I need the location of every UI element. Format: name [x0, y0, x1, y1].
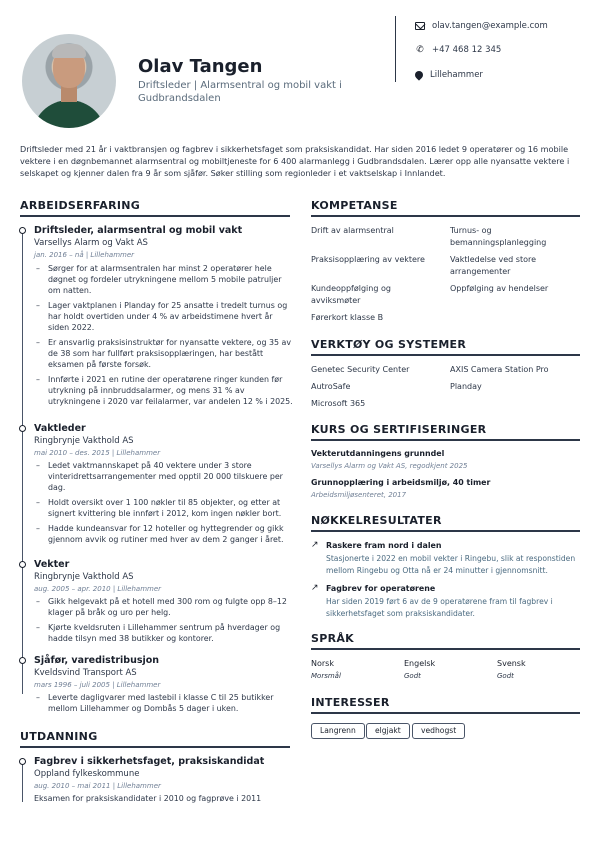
job-bullet: – Holdt oversikt over 1 100 nøkler til 85 objekter, og etter at signert kvittering ble innført i 2012, kom ingen nøkler bort. [34, 497, 296, 519]
job-bullet: – Gikk helgevakt på et hotell med 300 rom og fulgte opp 8–12 klager på bråk og uro per helg. [34, 596, 296, 618]
interest-tag: Langrenn [311, 723, 365, 739]
job-bullets [34, 263, 296, 411]
result-description: Stasjonerte i 2022 en mobil vekter i Ringebu, slik at responstiden mellom Ringebu og Otta nå er 24 minutter i gjennomsnitt. [326, 554, 576, 575]
timeline-dot [19, 425, 26, 432]
education-rule [20, 746, 290, 748]
job-dates-location: aug. 2005 – apr. 2010 | Lillehammer [34, 585, 162, 593]
job-bullet: – Innførte i 2021 en rutine der operatørene ringer kunden før utrykning på innbruddsalarmer, og mens 31 % av utrykningene i 2020 var feilalarmer, var andelen 12 % i 2025. [34, 374, 296, 407]
job-bullets [34, 596, 296, 648]
languages-heading: SPRÅK [311, 632, 354, 645]
contact-phone[interactable] [415, 45, 501, 55]
tools-rule [311, 354, 580, 356]
result-title: Fagbrev for operatørene [326, 584, 436, 593]
language-level: Morsmål [311, 672, 341, 680]
skill-item: Kundeoppfølging og avviksmøter [311, 284, 391, 305]
email-text: olav.tangen@example.com [432, 21, 548, 31]
candidate-role: Driftsleder | Alarmsentral og mobil vakt i Gudbrandsdalen [138, 80, 342, 104]
timeline-dot [19, 561, 26, 568]
email-icon [415, 22, 425, 30]
skill-item: Drift av alarmsentral [311, 226, 394, 235]
interest-tag: elgjakt [366, 723, 410, 739]
experience-timeline [22, 232, 23, 694]
job-title: Sjåfør, varedistribusjon [34, 655, 160, 666]
location-pin-icon [413, 69, 424, 80]
experience-rule [20, 215, 290, 217]
results-rule [311, 530, 580, 532]
language-name: Svensk [497, 659, 526, 668]
tools-heading: VERKTØY OG SYSTEMER [311, 338, 467, 351]
courses-rule [311, 439, 580, 441]
education-timeline [22, 762, 23, 802]
phone-text: +47 468 12 345 [432, 45, 502, 55]
job-bullet: – Kjørte kveldsruten i Lillehammer sentrum på hverdager og hadde tilsyn med 38 butikker og kontorer. [34, 622, 296, 644]
candidate-name: Olav Tangen [138, 56, 263, 77]
job-title: Vekter [34, 559, 70, 570]
phone-icon: ✆ [416, 45, 424, 55]
courses-heading: KURS OG SERTIFISERINGER [311, 423, 487, 436]
skills-rule [311, 215, 580, 217]
education-description: Eksamen for praksiskandidater i 2010 og fagprøve i 2011 [34, 794, 262, 803]
education-dates-location: aug. 2010 – mai 2011 | Lillehammer [34, 782, 161, 790]
language-name: Engelsk [404, 659, 436, 668]
job-employer: Kveldsvind Transport AS [34, 668, 137, 678]
timeline-dot [19, 657, 26, 664]
tool-item: Planday [450, 382, 482, 391]
experience-heading: ARBEIDSERFARING [20, 199, 141, 212]
skill-item: Førerkort klasse B [311, 313, 384, 322]
interests-heading: INTERESSER [311, 696, 390, 709]
job-title: Vaktleder [34, 423, 86, 434]
skills-heading: KOMPETANSE [311, 199, 398, 212]
trend-up-icon: ↗ [311, 583, 319, 593]
tool-item: Genetec Security Center [311, 365, 410, 374]
timeline-dot [19, 758, 26, 765]
header-divider [395, 16, 396, 82]
job-dates-location: mai 2010 – des. 2015 | Lillehammer [34, 449, 161, 457]
timeline-dot [19, 227, 26, 234]
skill-item: Praksisopplæring av vektere [311, 255, 425, 264]
tool-item: AXIS Camera Station Pro [450, 365, 549, 374]
job-bullet: – Ledet vaktmannskapet på 40 vektere under 3 store vinteridrettsarrangementer med opptil 20 000 tilskuere per dag. [34, 460, 296, 493]
job-bullet: – Leverte dagligvarer med lastebil i klasse C til 25 butikker mellom Lillehammer og Dombås 5 dager i uken. [34, 692, 296, 714]
job-title: Driftsleder, alarmsentral og mobil vakt [34, 225, 243, 236]
course-issuer: Varsellys Alarm og Vakt AS, regodkjent 2025 [311, 462, 468, 470]
education-institution: Oppland fylkeskommune [34, 769, 140, 779]
result-title: Raskere fram nord i dalen [326, 541, 442, 550]
job-bullets [34, 460, 296, 549]
contact-location [415, 70, 483, 80]
language-level: Godt [404, 672, 421, 680]
skill-item: Turnus- og bemanningsplanlegging [450, 226, 547, 247]
job-bullet: – Hadde kundeansvar for 12 hoteller og hyttegrender og gikk gjennom avvik og rutiner med hver av dem 2 ganger i året. [34, 523, 296, 545]
result-description: Har siden 2019 ført 6 av de 9 operatørene fram til fagbrev i sikkerhetsfaget som praksiskandidater. [326, 597, 553, 618]
course-issuer: Arbeidsmiljøsenteret, 2017 [311, 491, 407, 499]
results-heading: NØKKELRESULTATER [311, 514, 442, 527]
profile-photo [22, 34, 116, 128]
tool-item: Microsoft 365 [311, 399, 366, 408]
job-bullet: – Lager vaktplanen i Planday for 25 ansatte i tredelt turnus og har holdt overtiden under 4 % av arbeidstimene hvert år siden 2022. [34, 300, 296, 333]
language-level: Godt [497, 672, 514, 680]
trend-up-icon: ↗ [311, 540, 319, 550]
course-title: Vekterutdanningens grunndel [311, 449, 445, 458]
location-text: Lillehammer [430, 70, 483, 80]
language-name: Norsk [311, 659, 334, 668]
tool-item: AutroSafe [311, 382, 351, 391]
education-title: Fagbrev i sikkerhetsfaget, praksiskandidat [34, 756, 265, 767]
job-bullet: – Er ansvarlig praksisinstruktør for nyansatte vektere, og 35 av de 38 som har fullført praksisopplæringen, har bestått eksamen på første forsøk. [34, 337, 296, 370]
skill-item: Oppfølging av hendelser [450, 284, 549, 293]
job-bullets [34, 692, 296, 718]
languages-rule [311, 648, 580, 650]
job-bullet: – Sørger for at alarmsentralen har minst 2 operatører hele døgnet og fordeler utrykningene mellom 5 mobile patruljer om natten. [34, 263, 296, 296]
job-dates-location: mars 1996 – juli 2005 | Lillehammer [34, 681, 161, 689]
skill-item: Vaktledelse ved store arrangementer [450, 255, 537, 276]
interests-rule [311, 712, 580, 714]
profile-summary: Driftsleder med 21 år i vaktbransjen og fagbrev i sikkerhetsfaget som praksiskandidat. Har siden 2016 ledet 9 operatører og 16 mobile vektere i en døgnbemannet alarmsentral og mobiltjeneste for 6 400 alarmanlegg i Gudbrandsdalen. Lærer opp alle nyansatte vektere i selskapet og kjenner dalen fra 9 år som sjåfør. Søker stilling som regionleder i et vaktselskap i Innlandet. [20, 144, 570, 178]
education-heading: UTDANNING [20, 730, 98, 743]
interest-tag: vedhogst [412, 723, 465, 739]
course-title: Grunnopplæring i arbeidsmiljø, 40 timer [311, 478, 491, 487]
job-employer: Ringbrynje Vakthold AS [34, 436, 134, 446]
job-dates-location: jan. 2016 – nå | Lillehammer [34, 251, 135, 259]
job-employer: Ringbrynje Vakthold AS [34, 572, 134, 582]
job-employer: Varsellys Alarm og Vakt AS [34, 238, 148, 248]
contact-email[interactable] [415, 21, 548, 31]
